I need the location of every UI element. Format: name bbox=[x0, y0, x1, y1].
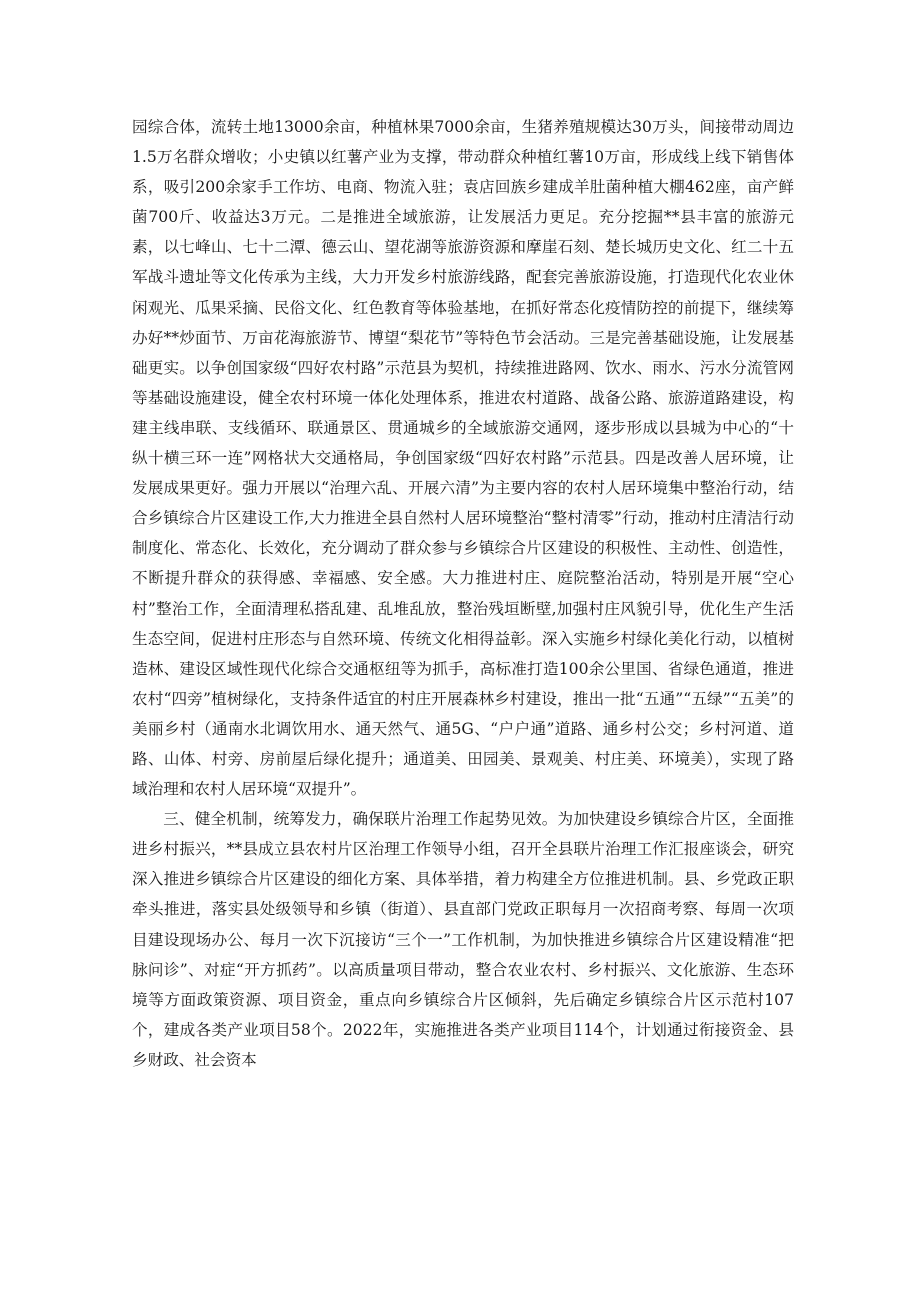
document-body bbox=[132, 112, 794, 1075]
paragraph-1: 园综合体，流转土地13000余亩，种植林果7000余亩，生猪养殖规模达30万头，间接带动周边1.5万名群众增收；小史镇以红薯产业为支撑，带动群众种植红薯10万亩，形成线上线下销售体系，吸引200余家手工作坊、电商、物流入驻；袁店回族乡建成羊肚菌种植大棚462座，亩产鲜菌700斤、收益达3万元。二是推进全域旅游，让发展活力更足。充分挖掘**县丰富的旅游元素，以七峰山、七十二潭、德云山、望花湖等旅游资源和摩崖石刻、楚长城历史文化、红二十五军战斗遗址等文化传承为主线，大力开发乡村旅游线路，配套完善旅游设施，打造现代化农业休闲观光、瓜果采摘、民俗文化、红色教育等体验基地，在抓好常态化疫情防控的前提下，继续筹办好**炒面节、万亩花海旅游节、博望“梨花节”等特色节会活动。三是完善基础设施，让发展基础更实。以争创国家级“四好农村路”示范县为契机，持续推进路网、饮水、雨水、污水分流管网等基础设施建设，健全农村环境一体化处理体系，推进农村道路、战备公路、旅游道路建设，构建主线串联、支线循环、联通景区、贯通城乡的全域旅游交通网，逐步形成以县城为中心的“十纵十横三环一连”网格状大交通格局，争创国家级“四好农村路”示范县。四是改善人居环境，让发展成果更好。强力开展以“治理六乱、开展六清”为主要内容的农村人居环境集中整治行动，结合乡镇综合片区建设工作,大力推进全县自然村人居环境整治“整村清零”行动，推动村庄清洁行动制度化、常态化、长效化，充分调动了群众参与乡镇综合片区建设的积极性、主动性、创造性，不断提升群众的获得感、幸福感、安全感。大力推进村庄、庭院整治活动，特别是开展“空心村”整治工作，全面清理私搭乱建、乱堆乱放，整治残垣断壁,加强村庄风貌引导，优化生产生活生态空间，促进村庄形态与自然环境、传统文化相得益彰。深入实施乡村绿化美化行动，以植树造林、建设区域性现代化综合交通枢纽等为抓手，高标准打造100余公里国、省绿色通道，推进农村“四旁”植树绿化，支持条件适宜的村庄开展森林乡村建设，推出一批“五通”“五绿”“五美”的美丽乡村（通南水北调饮用水、通天然气、通5G、“户户通”道路、通乡村公交；乡村河道、道路、山体、村旁、房前屋后绿化提升；通道美、田园美、景观美、村庄美、环境美），实现了路域治理和农村人居环境“双提升”。 bbox=[132, 118, 794, 799]
paragraph-2: 三、健全机制，统筹发力，确保联片治理工作起势见效。为加快建设乡镇综合片区，全面推进乡村振兴，**县成立县农村片区治理工作领导小组，召开全县联片治理工作汇报座谈会，研究深入推进乡镇综合片区建设的细化方案、具体举措，着力构建全方位推进机制。县、乡党政正职牵头推进，落实县处级领导和乡镇（街道）、县直部门党政正职每月一次招商考察、每周一次项目建设现场办公、每月一次下沉接访“三个一”工作机制，为加快推进乡镇综合片区建设精准“把脉问诊”、对症“开方抓药”。以高质量项目带动，整合农业农村、乡村振兴、文化旅游、生态环境等方面政策资源、项目资金，重点向乡镇综合片区倾斜，先后确定乡镇综合片区示范村107个，建成各类产业项目58个。2022年，实施推进各类产业项目114个，计划通过衔接资金、县乡财政、社会资本 bbox=[132, 810, 794, 1069]
